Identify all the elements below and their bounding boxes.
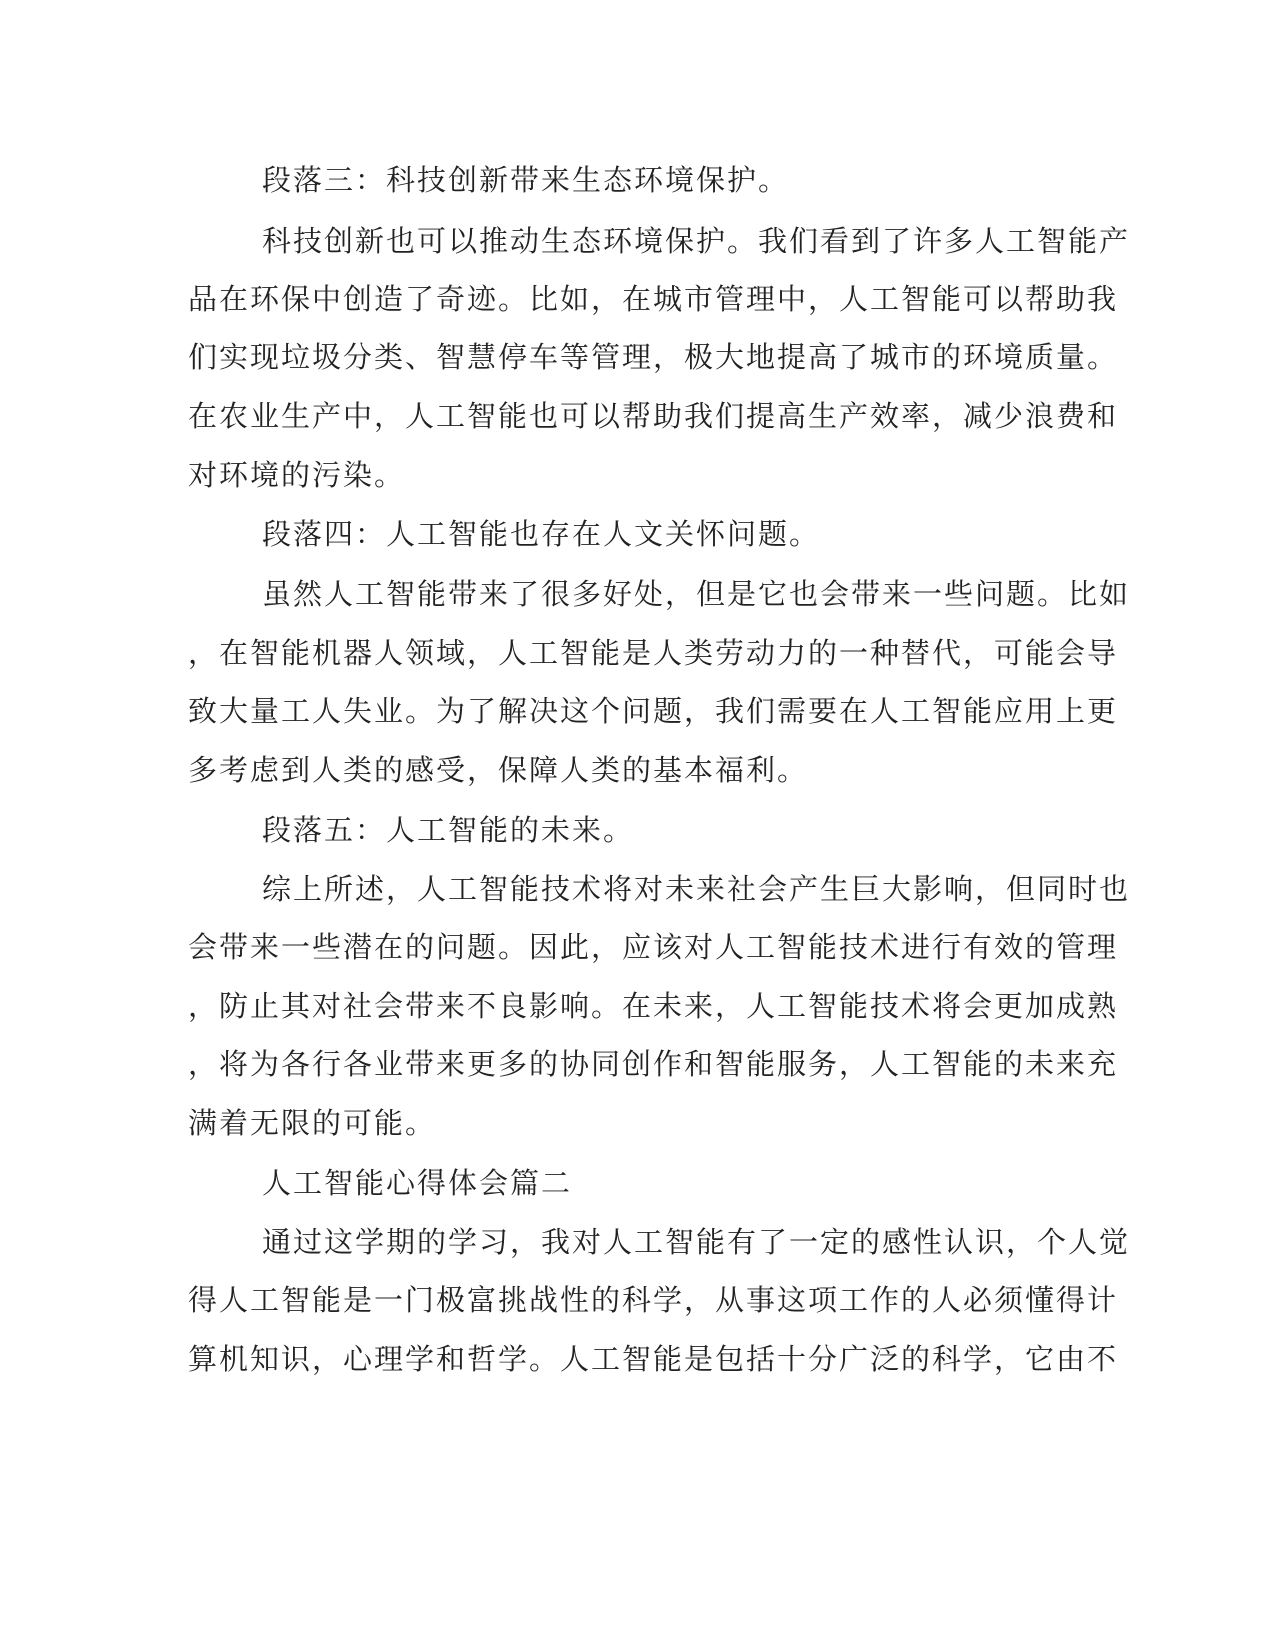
paragraph-line: 品在环保中创造了奇迹。比如，在城市管理中，人工智能可以帮助我 — [188, 282, 1119, 316]
paragraph-line: 虽然人工智能带来了很多好处，但是它也会带来一些问题。比如 — [262, 577, 1131, 611]
heading-section-five: 段落五：人工智能的未来。 — [262, 813, 635, 847]
paragraph-line: ，在智能机器人领域，人工智能是人类劳动力的一种替代，可能会导 — [188, 636, 1119, 670]
paragraph-line: 致大量工人失业。为了解决这个问题，我们需要在人工智能应用上更 — [188, 694, 1119, 728]
paragraph-line: 通过这学期的学习，我对人工智能有了一定的感性认识，个人觉 — [262, 1225, 1131, 1259]
paragraph-line: 算机知识，心理学和哲学。人工智能是包括十分广泛的科学，它由不 — [188, 1342, 1119, 1376]
paragraph-line: 科技创新也可以推动生态环境保护。我们看到了许多人工智能产 — [262, 224, 1131, 258]
paragraph-line: 满着无限的可能。 — [188, 1106, 437, 1140]
paragraph-line: ，防止其对社会带来不良影响。在未来，人工智能技术将会更加成熟 — [188, 989, 1119, 1023]
paragraph-line: 综上所述，人工智能技术将对未来社会产生巨大影响，但同时也 — [262, 872, 1131, 906]
paragraph-line: 得人工智能是一门极富挑战性的科学，从事这项工作的人必须懂得计 — [188, 1283, 1119, 1317]
heading-section-four: 段落四：人工智能也存在人文关怀问题。 — [262, 517, 821, 551]
paragraph-line: 们实现垃圾分类、智慧停车等管理，极大地提高了城市的环境质量。 — [188, 340, 1119, 374]
article-title: 人工智能心得体会篇二 — [262, 1166, 573, 1200]
paragraph-line: ，将为各行各业带来更多的协同创作和智能服务，人工智能的未来充 — [188, 1047, 1119, 1081]
paragraph-line: 会带来一些潜在的问题。因此，应该对人工智能技术进行有效的管理 — [188, 930, 1119, 964]
paragraph-line: 多考虑到人类的感受，保障人类的基本福利。 — [188, 753, 809, 787]
paragraph-line: 对环境的污染。 — [188, 458, 406, 492]
paragraph-line: 在农业生产中，人工智能也可以帮助我们提高生产效率，减少浪费和 — [188, 399, 1119, 433]
heading-section-three: 段落三：科技创新带来生态环境保护。 — [262, 163, 790, 197]
